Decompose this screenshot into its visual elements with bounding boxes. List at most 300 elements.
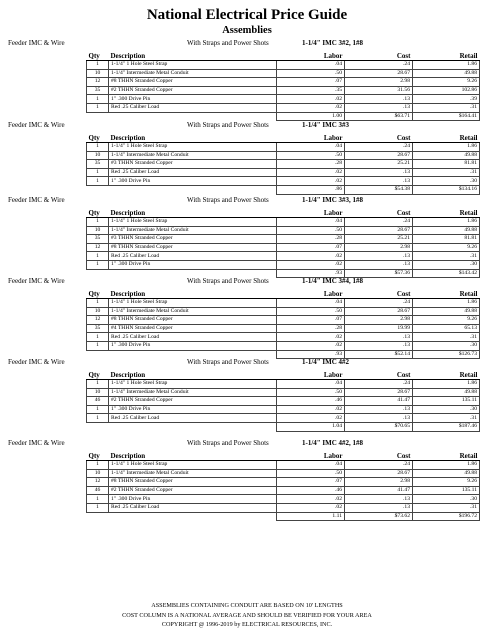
table-row [87, 324, 480, 333]
total-cost: $52.14 [345, 350, 413, 359]
item-cost: 28.67 [345, 151, 413, 160]
item-qty: 10 [87, 388, 109, 397]
item-description: 1" .300 Drive Pin [109, 177, 277, 186]
item-retail: 1.86 [413, 61, 480, 70]
item-qty: 1 [87, 252, 109, 261]
table-row [87, 461, 480, 470]
retail-header: Retail [413, 48, 480, 61]
assembly-subcategory: With Straps and Power Shots [187, 196, 269, 204]
retail-header: Retail [413, 286, 480, 299]
table-row [87, 86, 480, 95]
item-description: #4 THHN Stranded Copper [109, 324, 277, 333]
cost-header: Cost [345, 448, 413, 461]
item-retail: .39 [413, 95, 480, 104]
item-qty: 35 [87, 86, 109, 95]
item-description: 1-1/4" 1 Hole Steel Strap [109, 143, 277, 152]
item-cost: 28.67 [345, 388, 413, 397]
footer-line: ASSEMBLIES CONTAINING CONDUIT ARE BASED ON 10' LENGTHS [151, 602, 343, 609]
item-qty: 1 [87, 168, 109, 177]
assembly-category: Feeder IMC & Wire [8, 121, 65, 129]
item-cost: 28.67 [345, 307, 413, 316]
cost-header: Cost [345, 48, 413, 61]
item-retail: 1.86 [413, 218, 480, 227]
table-row [87, 333, 480, 342]
assembly-table [86, 448, 480, 521]
item-description: Red .25 Caliber Load [109, 252, 277, 261]
labor-header: Labor [277, 130, 345, 143]
total-labor: 1.00 [277, 112, 345, 121]
table-row [87, 61, 480, 70]
item-retail: .31 [413, 252, 480, 261]
item-retail: 49.88 [413, 226, 480, 235]
item-cost: .24 [345, 143, 413, 152]
item-labor: .02 [277, 177, 345, 186]
total-labor: .86 [277, 185, 345, 194]
cost-header: Cost [345, 130, 413, 143]
total-row [87, 512, 480, 521]
item-labor: .50 [277, 307, 345, 316]
item-retail: .30 [413, 405, 480, 414]
item-labor: .02 [277, 168, 345, 177]
item-description: #3 THHN Stranded Copper [109, 235, 277, 244]
assembly-subcategory: With Straps and Power Shots [187, 121, 269, 129]
assembly-category: Feeder IMC & Wire [8, 439, 65, 447]
description-header: Description [109, 286, 277, 299]
item-cost: 25.21 [345, 235, 413, 244]
item-qty: 1 [87, 380, 109, 389]
table-row [87, 151, 480, 160]
item-cost: .24 [345, 380, 413, 389]
item-cost: 28.67 [345, 69, 413, 78]
total-spacer [87, 269, 109, 278]
item-cost: .13 [345, 333, 413, 342]
item-labor: .50 [277, 226, 345, 235]
table-row [87, 235, 480, 244]
table-row [87, 78, 480, 87]
item-qty: 35 [87, 235, 109, 244]
table-row [87, 168, 480, 177]
item-description: #3 THHN Stranded Copper [109, 160, 277, 169]
item-qty: 1 [87, 333, 109, 342]
item-cost: 2.98 [345, 316, 413, 325]
item-cost: 2.98 [345, 78, 413, 87]
item-retail: 49.88 [413, 388, 480, 397]
table-header-row [87, 286, 480, 299]
item-description: 1" .300 Drive Pin [109, 495, 277, 504]
assembly-category: Feeder IMC & Wire [8, 277, 65, 285]
table-row [87, 143, 480, 152]
item-labor: .07 [277, 78, 345, 87]
item-retail: .30 [413, 177, 480, 186]
item-labor: .02 [277, 252, 345, 261]
item-qty: 1 [87, 218, 109, 227]
item-cost: .24 [345, 61, 413, 70]
description-header: Description [109, 48, 277, 61]
item-labor: .02 [277, 405, 345, 414]
total-labor: 1.04 [277, 422, 345, 431]
assembly-category: Feeder IMC & Wire [8, 39, 65, 47]
item-retail: 1.86 [413, 461, 480, 470]
table-row [87, 397, 480, 406]
item-description: 1-1/4" 1 Hole Steel Strap [109, 299, 277, 308]
total-spacer [109, 512, 277, 521]
item-qty: 1 [87, 341, 109, 350]
item-qty: 1 [87, 177, 109, 186]
item-cost: .24 [345, 299, 413, 308]
total-labor: .93 [277, 269, 345, 278]
item-description: 1-1/4" Intermediate Metal Conduit [109, 226, 277, 235]
item-labor: .07 [277, 243, 345, 252]
table-row [87, 243, 480, 252]
item-retail: .31 [413, 333, 480, 342]
item-labor: .28 [277, 235, 345, 244]
item-description: 1-1/4" 1 Hole Steel Strap [109, 218, 277, 227]
item-cost: 41.47 [345, 486, 413, 495]
item-description: Red .25 Caliber Load [109, 103, 277, 112]
table-row [87, 503, 480, 512]
footer-line: COST COLUMN IS A NATIONAL AVERAGE AND SHOULD BE VERIFIED FOR YOUR AREA [122, 612, 372, 619]
item-labor: .04 [277, 299, 345, 308]
item-labor: .35 [277, 86, 345, 95]
item-description: 1-1/4" 1 Hole Steel Strap [109, 61, 277, 70]
item-description: #8 THHN Stranded Copper [109, 78, 277, 87]
total-cost: $54.38 [345, 185, 413, 194]
cost-header: Cost [345, 367, 413, 380]
total-retail: $126.73 [413, 350, 480, 359]
item-labor: .02 [277, 495, 345, 504]
retail-header: Retail [413, 448, 480, 461]
item-labor: .02 [277, 414, 345, 423]
item-retail: 49.88 [413, 307, 480, 316]
item-retail: 9.26 [413, 316, 480, 325]
table-row [87, 316, 480, 325]
item-description: 1-1/4" 1 Hole Steel Strap [109, 380, 277, 389]
item-qty: 1 [87, 143, 109, 152]
description-header: Description [109, 130, 277, 143]
assembly-name: 1-1/4" IMC 3#4, 1#8 [302, 277, 364, 285]
item-qty: 1 [87, 495, 109, 504]
item-description: 1-1/4" 1 Hole Steel Strap [109, 461, 277, 470]
item-labor: .04 [277, 461, 345, 470]
table-row [87, 260, 480, 269]
item-description: #2 THHN Stranded Copper [109, 486, 277, 495]
item-labor: .07 [277, 316, 345, 325]
qty-header: Qty [87, 130, 109, 143]
item-description: 1" .300 Drive Pin [109, 95, 277, 104]
table-row [87, 69, 480, 78]
item-description: #8 THHN Stranded Copper [109, 243, 277, 252]
item-qty: 35 [87, 160, 109, 169]
labor-header: Labor [277, 448, 345, 461]
assembly-name: 1-1/4" IMC 3#2, 1#8 [302, 39, 364, 47]
table-row [87, 478, 480, 487]
total-spacer [109, 422, 277, 431]
item-labor: .04 [277, 218, 345, 227]
item-description: Red .25 Caliber Load [109, 414, 277, 423]
item-cost: .13 [345, 177, 413, 186]
item-description: #2 THHN Stranded Copper [109, 397, 277, 406]
table-row [87, 103, 480, 112]
assembly-table [86, 205, 480, 278]
page-title: National Electrical Price Guide [146, 7, 348, 23]
item-cost: .13 [345, 341, 413, 350]
item-labor: .04 [277, 61, 345, 70]
labor-header: Labor [277, 205, 345, 218]
total-cost: $70.65 [345, 422, 413, 431]
item-retail: .30 [413, 495, 480, 504]
item-cost: .13 [345, 103, 413, 112]
item-retail: 135.11 [413, 397, 480, 406]
total-spacer [87, 512, 109, 521]
item-labor: .50 [277, 151, 345, 160]
item-cost: .13 [345, 252, 413, 261]
item-qty: 1 [87, 61, 109, 70]
item-retail: .31 [413, 414, 480, 423]
retail-header: Retail [413, 130, 480, 143]
total-labor: 1.11 [277, 512, 345, 521]
labor-header: Labor [277, 286, 345, 299]
item-labor: .02 [277, 503, 345, 512]
item-cost: 25.21 [345, 160, 413, 169]
item-labor: .07 [277, 478, 345, 487]
item-retail: 81.81 [413, 160, 480, 169]
item-description: 1-1/4" Intermediate Metal Conduit [109, 69, 277, 78]
item-labor: .04 [277, 143, 345, 152]
total-retail: $196.72 [413, 512, 480, 521]
footer-line: COPYRIGHT @ 1996-2019 by ELECTRICAL RESOURCES, INC. [161, 621, 333, 628]
assembly-name: 1-1/4" IMC 4#2 [302, 358, 350, 366]
item-labor: .28 [277, 324, 345, 333]
description-header: Description [109, 367, 277, 380]
item-retail: 9.26 [413, 243, 480, 252]
assembly-category: Feeder IMC & Wire [8, 358, 65, 366]
item-cost: 19.99 [345, 324, 413, 333]
total-row [87, 112, 480, 121]
qty-header: Qty [87, 448, 109, 461]
item-cost: 28.67 [345, 226, 413, 235]
item-labor: .50 [277, 469, 345, 478]
item-qty: 12 [87, 243, 109, 252]
item-qty: 10 [87, 307, 109, 316]
item-labor: .02 [277, 341, 345, 350]
item-labor: .50 [277, 69, 345, 78]
item-description: 1" .300 Drive Pin [109, 260, 277, 269]
item-qty: 10 [87, 226, 109, 235]
item-description: 1-1/4" Intermediate Metal Conduit [109, 307, 277, 316]
table-row [87, 252, 480, 261]
item-cost: .24 [345, 461, 413, 470]
description-header: Description [109, 448, 277, 461]
assembly-table [86, 130, 480, 195]
item-retail: 49.88 [413, 151, 480, 160]
cost-header: Cost [345, 286, 413, 299]
table-row [87, 469, 480, 478]
table-row [87, 299, 480, 308]
table-header-row [87, 448, 480, 461]
item-labor: .28 [277, 160, 345, 169]
item-cost: 28.67 [345, 469, 413, 478]
table-row [87, 486, 480, 495]
assembly-subcategory: With Straps and Power Shots [187, 439, 269, 447]
table-row [87, 341, 480, 350]
total-cost: $63.71 [345, 112, 413, 121]
item-description: Red .25 Caliber Load [109, 333, 277, 342]
item-retail: 81.81 [413, 235, 480, 244]
item-qty: 1 [87, 299, 109, 308]
assembly-name: 1-1/4" IMC 4#2, 1#8 [302, 439, 364, 447]
table-header-row [87, 48, 480, 61]
item-cost: 2.98 [345, 478, 413, 487]
item-labor: .46 [277, 397, 345, 406]
item-retail: 49.88 [413, 469, 480, 478]
item-qty: 1 [87, 260, 109, 269]
item-labor: .04 [277, 380, 345, 389]
item-labor: .02 [277, 333, 345, 342]
item-retail: .31 [413, 503, 480, 512]
total-retail: $143.42 [413, 269, 480, 278]
item-qty: 12 [87, 316, 109, 325]
assembly-subcategory: With Straps and Power Shots [187, 358, 269, 366]
total-cost: $73.62 [345, 512, 413, 521]
item-description: #8 THHN Stranded Copper [109, 478, 277, 487]
table-row [87, 414, 480, 423]
item-retail: 65.13 [413, 324, 480, 333]
total-spacer [87, 422, 109, 431]
labor-header: Labor [277, 367, 345, 380]
table-row [87, 160, 480, 169]
cost-header: Cost [345, 205, 413, 218]
description-header: Description [109, 205, 277, 218]
item-cost: .24 [345, 218, 413, 227]
item-description: Red .25 Caliber Load [109, 503, 277, 512]
table-row [87, 226, 480, 235]
table-row [87, 218, 480, 227]
item-qty: 10 [87, 151, 109, 160]
table-row [87, 95, 480, 104]
item-retail: .31 [413, 168, 480, 177]
table-header-row [87, 367, 480, 380]
item-labor: .02 [277, 103, 345, 112]
item-labor: .02 [277, 95, 345, 104]
assembly-name: 1-1/4" IMC 3#3, 1#8 [302, 196, 364, 204]
item-retail: .31 [413, 103, 480, 112]
retail-header: Retail [413, 205, 480, 218]
item-labor: .50 [277, 388, 345, 397]
table-row [87, 388, 480, 397]
total-spacer [87, 185, 109, 194]
item-retail: .30 [413, 341, 480, 350]
table-row [87, 380, 480, 389]
retail-header: Retail [413, 367, 480, 380]
qty-header: Qty [87, 286, 109, 299]
item-description: 1-1/4" Intermediate Metal Conduit [109, 388, 277, 397]
page-subtitle: Assemblies [222, 25, 272, 36]
item-cost: .13 [345, 414, 413, 423]
table-header-row [87, 205, 480, 218]
table-row [87, 307, 480, 316]
table-row [87, 405, 480, 414]
item-retail: 135.11 [413, 486, 480, 495]
item-cost: .13 [345, 405, 413, 414]
item-cost: .13 [345, 95, 413, 104]
qty-header: Qty [87, 48, 109, 61]
total-row [87, 422, 480, 431]
assembly-table [86, 367, 480, 432]
total-spacer [109, 185, 277, 194]
table-header-row [87, 130, 480, 143]
item-retail: 9.26 [413, 478, 480, 487]
item-qty: 35 [87, 324, 109, 333]
item-retail: 49.88 [413, 69, 480, 78]
item-labor: .46 [277, 486, 345, 495]
item-retail: 1.86 [413, 380, 480, 389]
item-qty: 10 [87, 69, 109, 78]
assembly-name: 1-1/4" IMC 3#3 [302, 121, 350, 129]
item-retail: 102.86 [413, 86, 480, 95]
item-description: #8 THHN Stranded Copper [109, 316, 277, 325]
item-qty: 12 [87, 78, 109, 87]
item-cost: .13 [345, 495, 413, 504]
item-retail: 9.26 [413, 78, 480, 87]
item-cost: .13 [345, 503, 413, 512]
item-qty: 1 [87, 405, 109, 414]
assembly-category: Feeder IMC & Wire [8, 196, 65, 204]
item-qty: 46 [87, 486, 109, 495]
item-description: Red .25 Caliber Load [109, 168, 277, 177]
assembly-table [86, 48, 480, 121]
assembly-subcategory: With Straps and Power Shots [187, 277, 269, 285]
item-qty: 1 [87, 503, 109, 512]
table-row [87, 177, 480, 186]
labor-header: Labor [277, 48, 345, 61]
item-description: 1-1/4" Intermediate Metal Conduit [109, 469, 277, 478]
qty-header: Qty [87, 367, 109, 380]
item-qty: 46 [87, 397, 109, 406]
item-retail: .30 [413, 260, 480, 269]
total-row [87, 185, 480, 194]
table-row [87, 495, 480, 504]
item-description: #2 THHN Stranded Copper [109, 86, 277, 95]
item-retail: 1.86 [413, 143, 480, 152]
item-cost: .13 [345, 260, 413, 269]
item-cost: 31.56 [345, 86, 413, 95]
item-description: 1" .300 Drive Pin [109, 341, 277, 350]
total-retail: $187.46 [413, 422, 480, 431]
total-labor: .93 [277, 350, 345, 359]
total-row [87, 269, 480, 278]
item-qty: 1 [87, 103, 109, 112]
item-cost: 41.47 [345, 397, 413, 406]
qty-header: Qty [87, 205, 109, 218]
total-retail: $134.16 [413, 185, 480, 194]
item-cost: .13 [345, 168, 413, 177]
assembly-subcategory: With Straps and Power Shots [187, 39, 269, 47]
item-labor: .02 [277, 260, 345, 269]
item-qty: 12 [87, 478, 109, 487]
total-retail: $164.41 [413, 112, 480, 121]
item-qty: 1 [87, 414, 109, 423]
item-description: 1-1/4" Intermediate Metal Conduit [109, 151, 277, 160]
item-description: 1" .300 Drive Pin [109, 405, 277, 414]
total-row [87, 350, 480, 359]
total-spacer [87, 112, 109, 121]
total-spacer [87, 350, 109, 359]
item-retail: 1.86 [413, 299, 480, 308]
total-cost: $57.36 [345, 269, 413, 278]
item-cost: 2.98 [345, 243, 413, 252]
assembly-table [86, 286, 480, 359]
item-qty: 1 [87, 461, 109, 470]
